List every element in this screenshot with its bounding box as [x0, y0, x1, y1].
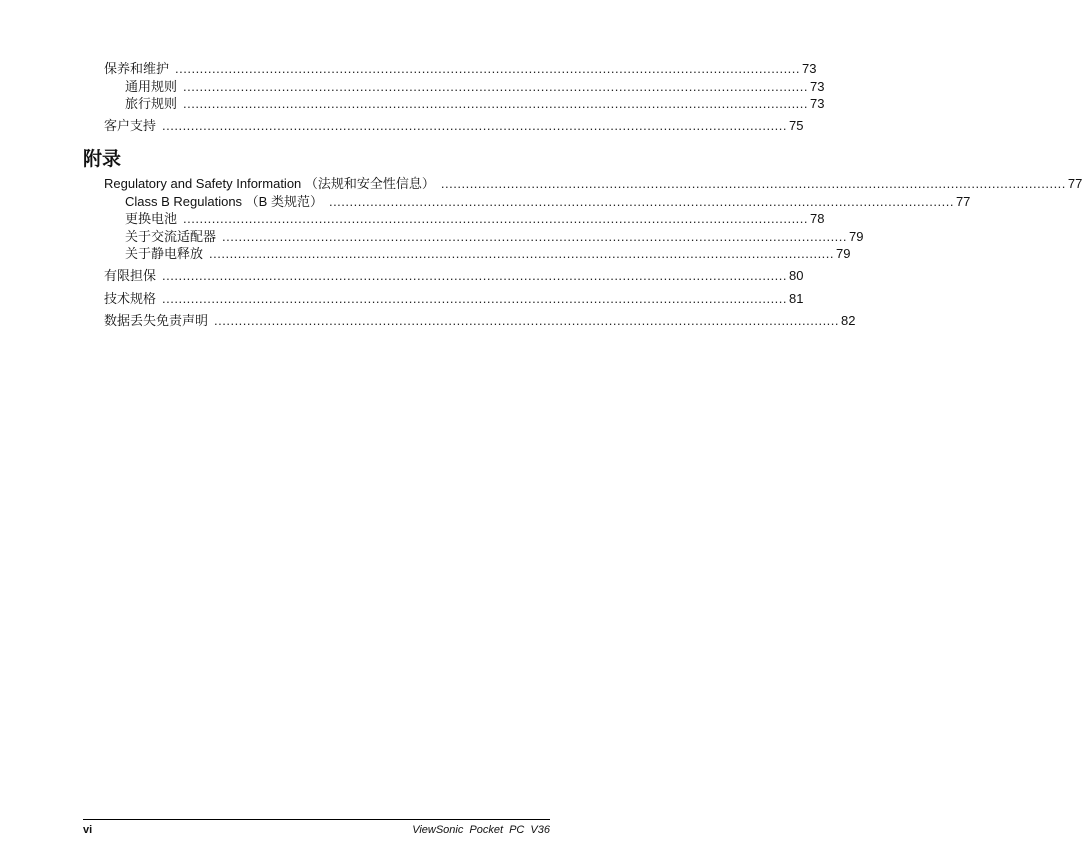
- toc-entry-page: 78: [810, 211, 825, 226]
- toc-entry-page: 81: [789, 291, 804, 306]
- appendix-heading: 附录: [83, 148, 122, 170]
- toc-entry-page: 82: [841, 313, 856, 328]
- toc-entry-title: 关于交流适配器: [125, 229, 217, 244]
- footer-product-name: ViewSonic Pocket PC V36: [412, 824, 550, 836]
- toc-entry-page: 80: [789, 268, 804, 283]
- toc-entry-title: 通用规则: [125, 79, 178, 94]
- toc-entry-title: Class B Regulations （B 类规范）: [125, 194, 323, 209]
- toc-entry-page: 79: [836, 246, 851, 261]
- toc-entry-travel-rules[interactable]: [125, 95, 825, 112]
- toc-entry-title: 技术规格: [104, 291, 157, 306]
- dot-leader: ........................................................................................................................................................: [440, 176, 1066, 191]
- toc-entry-title: 保养和维护: [104, 61, 170, 76]
- toc-entry-title: 数据丢失免责声明: [104, 313, 209, 328]
- toc-entry-page: 73: [810, 79, 825, 94]
- toc-entry-title: Regulatory and Safety Information （法规和安全性信息）: [104, 176, 435, 191]
- toc-entry-battery[interactable]: [125, 210, 825, 227]
- toc-entry-data-loss[interactable]: [104, 312, 856, 329]
- toc-entry-page: 79: [849, 229, 864, 244]
- toc-entry-title: 更换电池: [125, 211, 178, 226]
- dot-leader: ........................................................................................................................................................: [162, 291, 788, 306]
- dot-leader: ........................................................................................................................................................: [183, 96, 809, 111]
- toc-entry-page: 77: [1067, 176, 1082, 191]
- toc-entry-regulatory[interactable]: [104, 175, 1082, 192]
- toc-entry-specifications[interactable]: [104, 290, 804, 307]
- dot-leader: ........................................................................................................................................................: [209, 246, 835, 261]
- toc-entry-customer-support[interactable]: [104, 117, 804, 134]
- toc-entry-title: 关于静电释放: [125, 246, 204, 261]
- toc-entry-page: 75: [789, 118, 804, 133]
- dot-leader: ........................................................................................................................................................: [222, 229, 848, 244]
- toc-entry-title: 旅行规则: [125, 96, 178, 111]
- footer-page-number: vi: [83, 824, 93, 836]
- toc-entry-page: 73: [810, 96, 825, 111]
- dot-leader: ........................................................................................................................................................: [328, 194, 954, 209]
- footer-divider: [83, 819, 550, 820]
- toc-entry-care[interactable]: [104, 60, 817, 77]
- toc-entry-ac-adapter[interactable]: [125, 228, 864, 245]
- toc-entry-title: 有限担保: [104, 268, 157, 283]
- toc-entry-page: 73: [802, 61, 817, 76]
- toc-entry-page: 77: [955, 194, 971, 209]
- dot-leader: ........................................................................................................................................................: [175, 61, 801, 76]
- toc-entry-class-b[interactable]: [125, 193, 971, 210]
- dot-leader: ........................................................................................................................................................: [183, 79, 809, 94]
- toc-entry-general-rules[interactable]: [125, 78, 825, 95]
- dot-leader: ........................................................................................................................................................: [183, 211, 809, 226]
- toc-entry-esd[interactable]: [125, 245, 851, 262]
- dot-leader: ........................................................................................................................................................: [162, 268, 788, 283]
- toc-entry-title: 客户支持: [104, 118, 157, 133]
- toc-entry-warranty[interactable]: [104, 267, 804, 284]
- dot-leader: ........................................................................................................................................................: [162, 118, 788, 133]
- dot-leader: ........................................................................................................................................................: [214, 313, 840, 328]
